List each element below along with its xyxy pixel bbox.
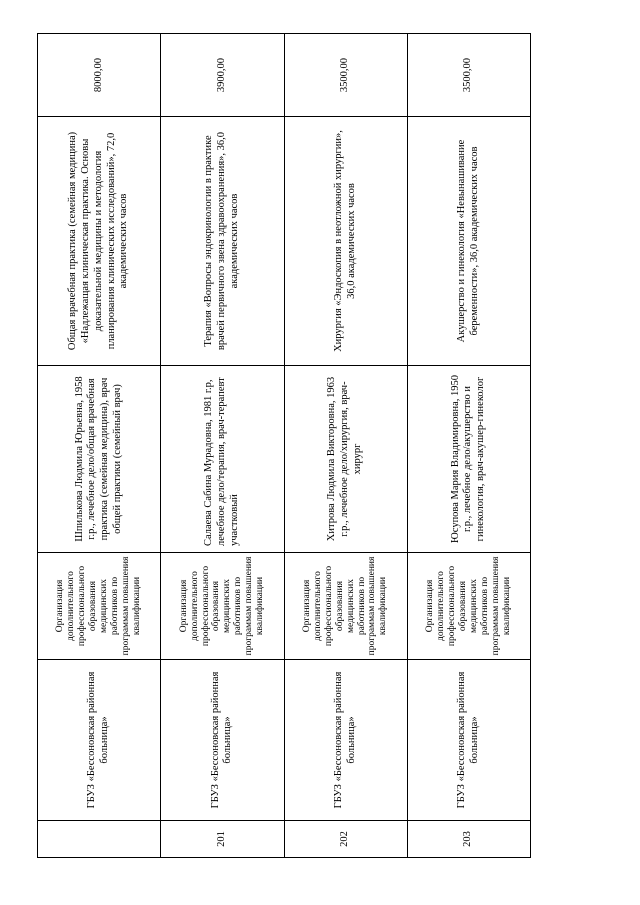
- doctor-text: Хитрова Людмила Викторовна, 1963 г.р., лечебное дело/хирургия, врач-хирург: [326, 376, 364, 542]
- course-text: Акушерство и гинекология «Невынашивание беременности», 36,0 академических часов: [456, 139, 480, 343]
- course-cell: [407, 117, 530, 366]
- doctor-text: Салаева Сабина Мурадовна, 1981 г.р, лечебное дело/терапия, врач-терапевт участковый: [203, 377, 240, 546]
- organization-cell: [407, 660, 530, 821]
- training-type-text: Организация дополнительного профессионального образования медицинских работников по программам повышения квалификации: [425, 556, 512, 656]
- course-cell: [38, 117, 161, 366]
- doctor-text: Юсупова Мария Владимировна, 1950 г.р., лечебное дело/акушерство и гинекология, врач-акушер-гинеколог: [449, 375, 487, 543]
- training-type-text: Организация дополнительного профессионального образования медицинских работников по программам повышения квалификации: [55, 556, 142, 656]
- rotated-table-container: [37, 40, 531, 858]
- sum-cell: 3500,00: [284, 34, 407, 117]
- row-number-cell: 201: [161, 821, 284, 858]
- training-type-cell: [161, 553, 284, 660]
- table-row: [38, 34, 161, 858]
- organization-cell: [284, 660, 407, 821]
- sum-cell: 3900,00: [161, 34, 284, 117]
- doctor-cell: [407, 366, 530, 553]
- sum-cell: 3500,00: [407, 34, 530, 117]
- organization-text: ГБУЗ «Бессоновская районная больница»: [209, 671, 234, 809]
- training-type-cell: [38, 553, 161, 660]
- table-row: [284, 34, 407, 858]
- course-text: Терапия «Вопросы эндокринологии в практике врачей первичного звена здравоохранения», 36,0 академических часов: [203, 131, 240, 351]
- course-text: Хирургия «Эндоскопия в неотложной хирургии», 36,0 академических часов: [332, 130, 357, 352]
- doctor-cell: [161, 366, 284, 553]
- doctor-cell: [284, 366, 407, 553]
- organization-text: ГБУЗ «Бессоновская районная больница»: [456, 671, 480, 809]
- sum-cell: 8000,00: [38, 34, 161, 117]
- row-number-cell: [38, 821, 161, 858]
- doctor-text: Шпилькова Людмила Юрьевна, 1958 г.р., лечебное дело/общая врачебная практика (семейная медицина), врач общей практики (семейный врач): [73, 376, 123, 542]
- organization-text: ГБУЗ «Бессоновская районная больница»: [332, 671, 357, 809]
- table-row: [161, 34, 284, 858]
- training-type-text: Организация дополнительного профессионального образования медицинских работников по программам повышения квалификации: [178, 556, 266, 656]
- row-number-cell: 203: [407, 821, 530, 858]
- organization-cell: [38, 660, 161, 821]
- organization-cell: [161, 660, 284, 821]
- table-row: [407, 34, 530, 858]
- course-cell: [161, 117, 284, 366]
- doctor-cell: [38, 366, 161, 553]
- training-type-text: Организация дополнительного профессионального образования медицинских работников по программам повышения квалификации: [301, 556, 389, 656]
- course-cell: [284, 117, 407, 366]
- organization-text: ГБУЗ «Бессоновская районная больница»: [86, 671, 111, 809]
- training-type-cell: [407, 553, 530, 660]
- row-number-cell: 202: [284, 821, 407, 858]
- course-text: Общая врачебная практика (семейная медицина) «Надлежащая клиническая практика. Основы доказательной медицины и методология планирования клинических исследований», 72,0 академических часов: [67, 131, 130, 351]
- training-table: [37, 33, 531, 858]
- training-type-cell: [284, 553, 407, 660]
